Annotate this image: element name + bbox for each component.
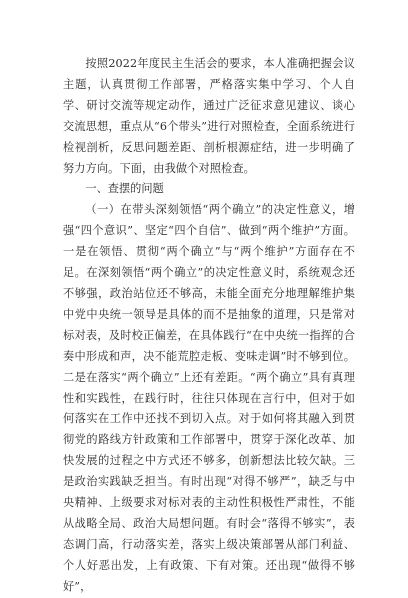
body-paragraph: （一）在带头深刻领悟“两个确立”的决定性意义，增强“四个意识”、坚定“四个自信”、做到“两个维护”方面。一是在领悟、贯彻“两个确立”与“两个维护”方面存在不足。在深刻领悟“两个确立”的决定性意义时，系统观念还不够强，政治站位还不够高，未能全面充分地理解维护集中党中央统一领导是具体的而不是抽象的道理，只是常对标对表，及时校正偏差，在具体践行“在中央统一指挥的合奏中形成和声，决不能荒腔走板、变味走调”时不够到位。二是在落实“两个确立”上还有差距。“两个确立”具有真理性和实践性，在践行时，往往只体现在言行中，但对于如何落实在工作中还找不到切入点。对于如何将其融入到贯彻党的路线方针政策和工作部署中，贯穿于深化改革、加快发展的过程之中方式还不够多，创新想法比较欠缺。三是政治实践缺乏担当。有时出现“对得不够严”，缺乏与中央精神、上级要求对标对表的主动性积极性严肃性，不能从战略全局、政治大局想问题。有时会“落得不够实”，表态调门高，行动落实差，落实上级决策部署从部门利益、个人好恶出发，上有政策、下有对策。还出现“做得不够好”， <box>63 203 355 593</box>
document-page <box>63 54 355 598</box>
intro-paragraph: 按照2022年度民主生活会的要求，本人准确把握会议主题，认真贯彻工作部署，严格落实集中学习、个人自学、研讨交流等规定动作，通过广泛征求意见建议、谈心交流思想，重点从“6个带头”进行对照检查，全面系统进行检视剖析，反思问题差距、剖析根源症结，进一步明确了努力方向。下面，由我做个对照检查。 <box>63 57 355 175</box>
section-heading: 一、查摆的问题 <box>85 182 164 196</box>
